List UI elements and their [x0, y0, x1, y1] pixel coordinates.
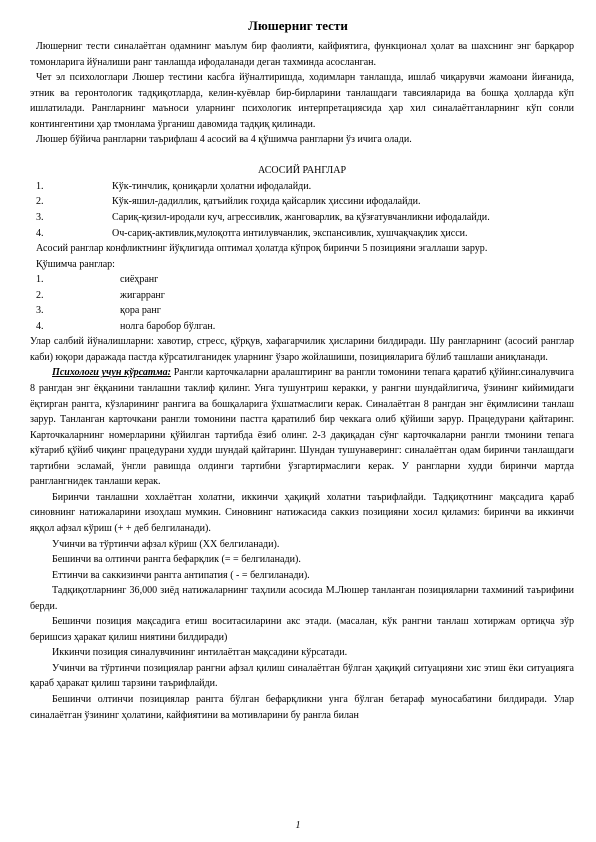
- extra-colors-note: Улар салбий йўналишларни: хавотир, стресс, қўрқув, хафагарчилик ҳисларини билдиради. Шу рангларнинг (асосий ранглар каби) юқори даражада пастда кўрсатилганидек уларнинг ўзаро жойлашиши, позицияларига бўлиб ташлаши аниқланади.: [30, 336, 574, 363]
- list-text: жигарранг: [120, 289, 165, 301]
- instructions-label: Психологи учун кўрсатма:: [52, 367, 171, 379]
- page-number: 1: [295, 820, 301, 831]
- list-number: 2.: [36, 196, 44, 208]
- main-colors-note: Асосий ранглар конфликтнинг йўқлигида оптимал ҳолатда кўпроқ биринчи 5 позицияни эгаллаши зарур.: [36, 243, 488, 255]
- document-body: [30, 39, 574, 723]
- body-paragraph: Тадқиқотларнинг 36,000 зиёд натижаларнинг таҳлили асосида М.Люшер танланган позицияларни тахминий таърифини берди.: [30, 585, 574, 612]
- list-item: [30, 226, 574, 242]
- body-paragraph: Биринчи танлашни хохлаётган холатни, иккинчи ҳақиқий холатни таърифлайди. Тадқиқотнинг мақсадига қараб синовнинг натижаларини изоҳлаш мумкин. Синовнинг натижасида саккиз позицияни хосил қиламиз: биринчи ва иккинчи яққол афзал кўриш (+ + деб белгиланади).: [30, 491, 574, 534]
- intro-paragraph: Люшер бўйича рангларни таърифлаш 4 асосий ва 4 қўшимча рангларни ўз ичига олади.: [36, 134, 412, 146]
- list-text: Кўк-тинчлик, қониқарли ҳолатни ифодалайди.: [112, 180, 312, 192]
- list-text: нолга баробор бўлган.: [120, 320, 216, 332]
- list-text: сиёҳранг: [120, 274, 159, 286]
- list-number: 1.: [36, 274, 44, 286]
- body-paragraph: Бешинчи ва олтинчи рангга бефарқлик (= = белгиланади).: [52, 554, 301, 566]
- list-number: 3.: [36, 212, 44, 224]
- instructions-paragraph: [30, 365, 574, 489]
- list-item: [30, 303, 574, 319]
- body-paragraph: Бешинчи позиция мақсадига етиш воситасиларини акс этади. (масалан, кўк рангни танлаш хотиржам ортиқча зўр беришсиз ҳаракат қилиш ниятини билдиради): [30, 616, 574, 643]
- body-paragraph: Еттинчи ва саккизинчи рангга антипатия ( - = белгиланади).: [52, 569, 310, 581]
- body-paragraph: Учинчи ва тўртинчи афзал кўриш (XX белгиланади).: [52, 538, 280, 550]
- document-title: Люшерниг тести: [248, 18, 348, 33]
- list-number: 3.: [36, 305, 44, 317]
- list-text: Сариқ-қизил-иродали куч, агрессивлик, жанговарлик, ва қўзғатувчанликни ифодалайди.: [112, 212, 490, 224]
- list-item: [30, 210, 574, 226]
- list-text: қора ранг: [120, 305, 161, 317]
- body-paragraph: Бешинчи олтинчи позициялар рангга бўлган бефарқликни унга бўлган бетараф муносабатини билдиради. Улар синалаётган ўзининг ҳолатини, кайфиятини ва мотивларини бу рангла билан: [30, 693, 574, 721]
- main-colors-heading: АСОСИЙ РАНГЛАР: [257, 165, 347, 177]
- list-item: [30, 319, 574, 335]
- intro-paragraph: Чет эл психологлари Люшер тестини касбга йўналтиришда, ходимларн танлашда, ишлаб чиқарувчи жамоани йиғанида, этник ва геронтологик тадқиқотларда, келин-куёвлар бир-бирларини танлашдаги тавсияларида ва бошқа ҳолларда кўп ишлатилади. Рангларнинг маъноси уларнинг психологик интерпретациясида ҳар хил синалаётганларнинг кўп сонли контингентини ҳар тмонлама ўрганиш давомида тадқиқ қилинади.: [30, 72, 574, 130]
- list-text: Кўк-яшил-дадиллик, қатъийлик гоҳида қайсарлик ҳиссини ифодалайди.: [112, 196, 421, 208]
- list-item: [30, 179, 574, 195]
- body-paragraph: Учинчи ва тўртинчи позициялар рангни афзал қилиш синалаётган бўлган ҳақиқий ситуацияни хис этиш ёки ситуацияга қараб ҳаракат қилиш тарзини таърифлайди.: [30, 662, 574, 690]
- intro-paragraph: Люшерниг тести синалаётган одамнинг маълум бир фаолияти, кайфиятига, функционал ҳолат ва шахснинг энг барқарор томонларига йўналиши ранг танлашда ифодаланади деган тахминда асосланган.: [30, 41, 574, 68]
- list-item: [30, 272, 574, 288]
- extra-colors-heading: Қўшимча ранглар:: [36, 258, 115, 270]
- instructions-text: Рангли карточкаларни аралаштиринг ва рангли томонини тепага қаратиб қўйинг.синалувчига 8 рангдан энг ёққанини танлашни таклиф қилинг. Унга тушунтриш керакки, у рангни шундайлигича, ўзининг кийимидаги ёқтирган рангга, кўзларининг рангига ва бошқаларига ўхшатмаслиги керак. Синалаётган 8 рангдан энг ёқимлисини танлаш зарур. Танланган карточкани рангли томонини пастга қаратилиб бир чеккага олиб қўйиши зарур. Працедурани қайтаринг. Карточкаларнинг номерларини қўйилган тартибда ёзиб олинг. 2-3 дақиқадан сўнг карточкаларни рангли тмонини тепага кўтариб қўйиб чиқинг працедурани худди шундай қайтаринг. Шундан тушунаверинг: синалаётган одам биринчи танлашдаги тартибни эсламай, ўнгли равишда олдинги тартибни ўзгартирмаслиги керак. У рангларни худди биринчи мартда ранглангнидек танлаши керак.: [30, 367, 574, 488]
- list-item: [30, 194, 574, 210]
- list-number: 4.: [36, 227, 44, 239]
- list-number: 4.: [36, 320, 44, 332]
- body-paragraph: Иккинчи позиция синалувчининг интилаётган мақсадини кўрсатади.: [52, 647, 348, 659]
- list-item: [30, 288, 574, 304]
- list-text: Оч-сариқ-активлик,мулоқотга интилувчанлик, экспансивлик, хушчақчақлик ҳисси.: [112, 227, 468, 239]
- list-number: 2.: [36, 289, 44, 301]
- list-number: 1.: [36, 180, 44, 192]
